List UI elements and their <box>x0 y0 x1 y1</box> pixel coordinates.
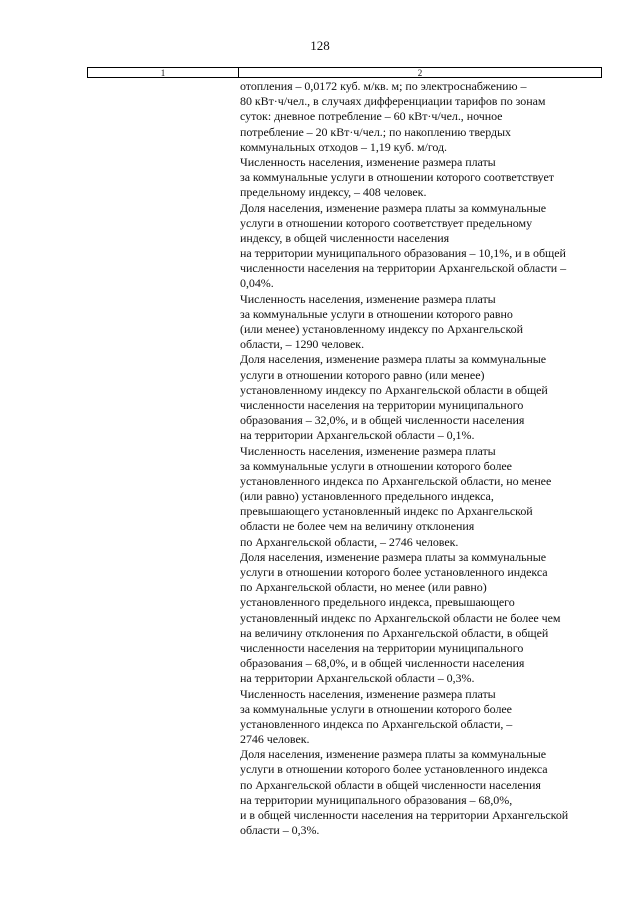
table-column-2 <box>240 79 600 838</box>
text-line: образования – 32,0%, и в общей численности населения <box>240 413 525 428</box>
text-line: отопления – 0,0172 куб. м/кв. м; по электроснабжению – <box>240 79 527 93</box>
text-line: 2746 человек. <box>240 732 310 747</box>
text-line: установленному индексу по Архангельской области в общей <box>240 382 548 397</box>
text-line: установленный индекс по Архангельской области не более чем <box>240 610 561 625</box>
text-line: Численность населения, изменение размера платы <box>240 291 496 306</box>
text-line: за коммунальные услуги в отношении которого более <box>240 701 512 716</box>
text-line: на территории Архангельской области – 0,1%. <box>240 428 475 443</box>
text-line: Численность населения, изменение размера платы <box>240 154 496 169</box>
text-line: численности населения на территории муниципального <box>240 397 524 412</box>
table-header-col2: 2 <box>417 68 423 78</box>
text-line: Численность населения, изменение размера платы <box>240 686 496 701</box>
content-table <box>87 67 602 838</box>
text-line: на территории муниципального образования – 10,1%, и в общей <box>240 246 566 261</box>
table-header-col1: 1 <box>88 68 239 77</box>
table-body <box>87 78 602 838</box>
text-line: на величину отклонения по Архангельской области, в общей <box>240 625 549 640</box>
text-line: коммунальных отходов – 1,19 куб. м/год. <box>240 139 448 154</box>
text-line: (или менее) установленному индексу по Архангельской <box>240 322 523 336</box>
text-line: услуги в отношении которого соответствует предельному <box>240 215 533 230</box>
text-line: индексу, в общей численности населения <box>240 230 450 245</box>
text-line: установленного предельного индекса, превышающего <box>240 595 515 610</box>
text-line: 0,04%. <box>240 276 274 291</box>
text-line: образования – 68,0%, и в общей численности населения <box>240 656 525 671</box>
table-header-row <box>87 67 602 78</box>
text-line: и в общей численности населения на территории Архангельской <box>240 808 569 822</box>
text-line: Численность населения, изменение размера платы <box>240 443 496 458</box>
text-line: Доля населения, изменение размера платы за коммунальные <box>240 549 547 564</box>
text-line: численности населения на территории муниципального <box>240 640 524 655</box>
text-line: потребление – 20 кВт·ч/чел.; по накоплению твердых <box>240 124 512 139</box>
text-line: предельному индексу, – 408 человек. <box>240 185 427 200</box>
text-line: по Архангельской области, – 2746 человек. <box>240 534 459 549</box>
text-line: численности населения на территории Архангельской области – <box>240 261 567 276</box>
text-line: за коммунальные услуги в отношении которого равно <box>240 306 513 321</box>
text-line: (или равно) установленного предельного индекса, <box>240 489 494 504</box>
text-line: услуги в отношении которого более установленного индекса <box>240 762 548 777</box>
text-line: суток: дневное потребление – 60 кВт·ч/чел., ночное <box>240 109 503 124</box>
text-line: Доля населения, изменение размера платы за коммунальные <box>240 200 547 215</box>
text-line: области – 0,3%. <box>240 823 320 838</box>
text-line: области не более чем на величину отклонения <box>240 519 475 534</box>
text-line: установленного индекса по Архангельской области, но менее <box>240 473 552 488</box>
text-line: области, – 1290 человек. <box>240 337 365 352</box>
text-line: превышающего установленный индекс по Архангельской <box>240 504 533 519</box>
text-line: установленного индекса по Архангельской области, – <box>240 716 513 731</box>
text-line: услуги в отношении которого равно (или менее) <box>240 367 485 382</box>
text-line: услуги в отношении которого более установленного индекса <box>240 565 548 579</box>
text-line: по Архангельской области в общей численности населения <box>240 777 541 792</box>
text-line: Доля населения, изменение размера платы за коммунальные <box>240 352 547 367</box>
text-line: Доля населения, изменение размера платы за коммунальные <box>240 747 547 762</box>
page-number: 128 <box>310 38 330 53</box>
text-line: на территории Архангельской области – 0,3%. <box>240 671 475 686</box>
text-line: за коммунальные услуги в отношении которого соответствует <box>240 170 554 185</box>
text-line: за коммунальные услуги в отношении которого более <box>240 458 512 473</box>
text-line: 80 кВт·ч/чел., в случаях дифференциации тарифов по зонам <box>240 94 546 109</box>
text-line: по Архангельской области, но менее (или равно) <box>240 580 487 595</box>
text-line: на территории муниципального образования – 68,0%, <box>240 792 513 807</box>
